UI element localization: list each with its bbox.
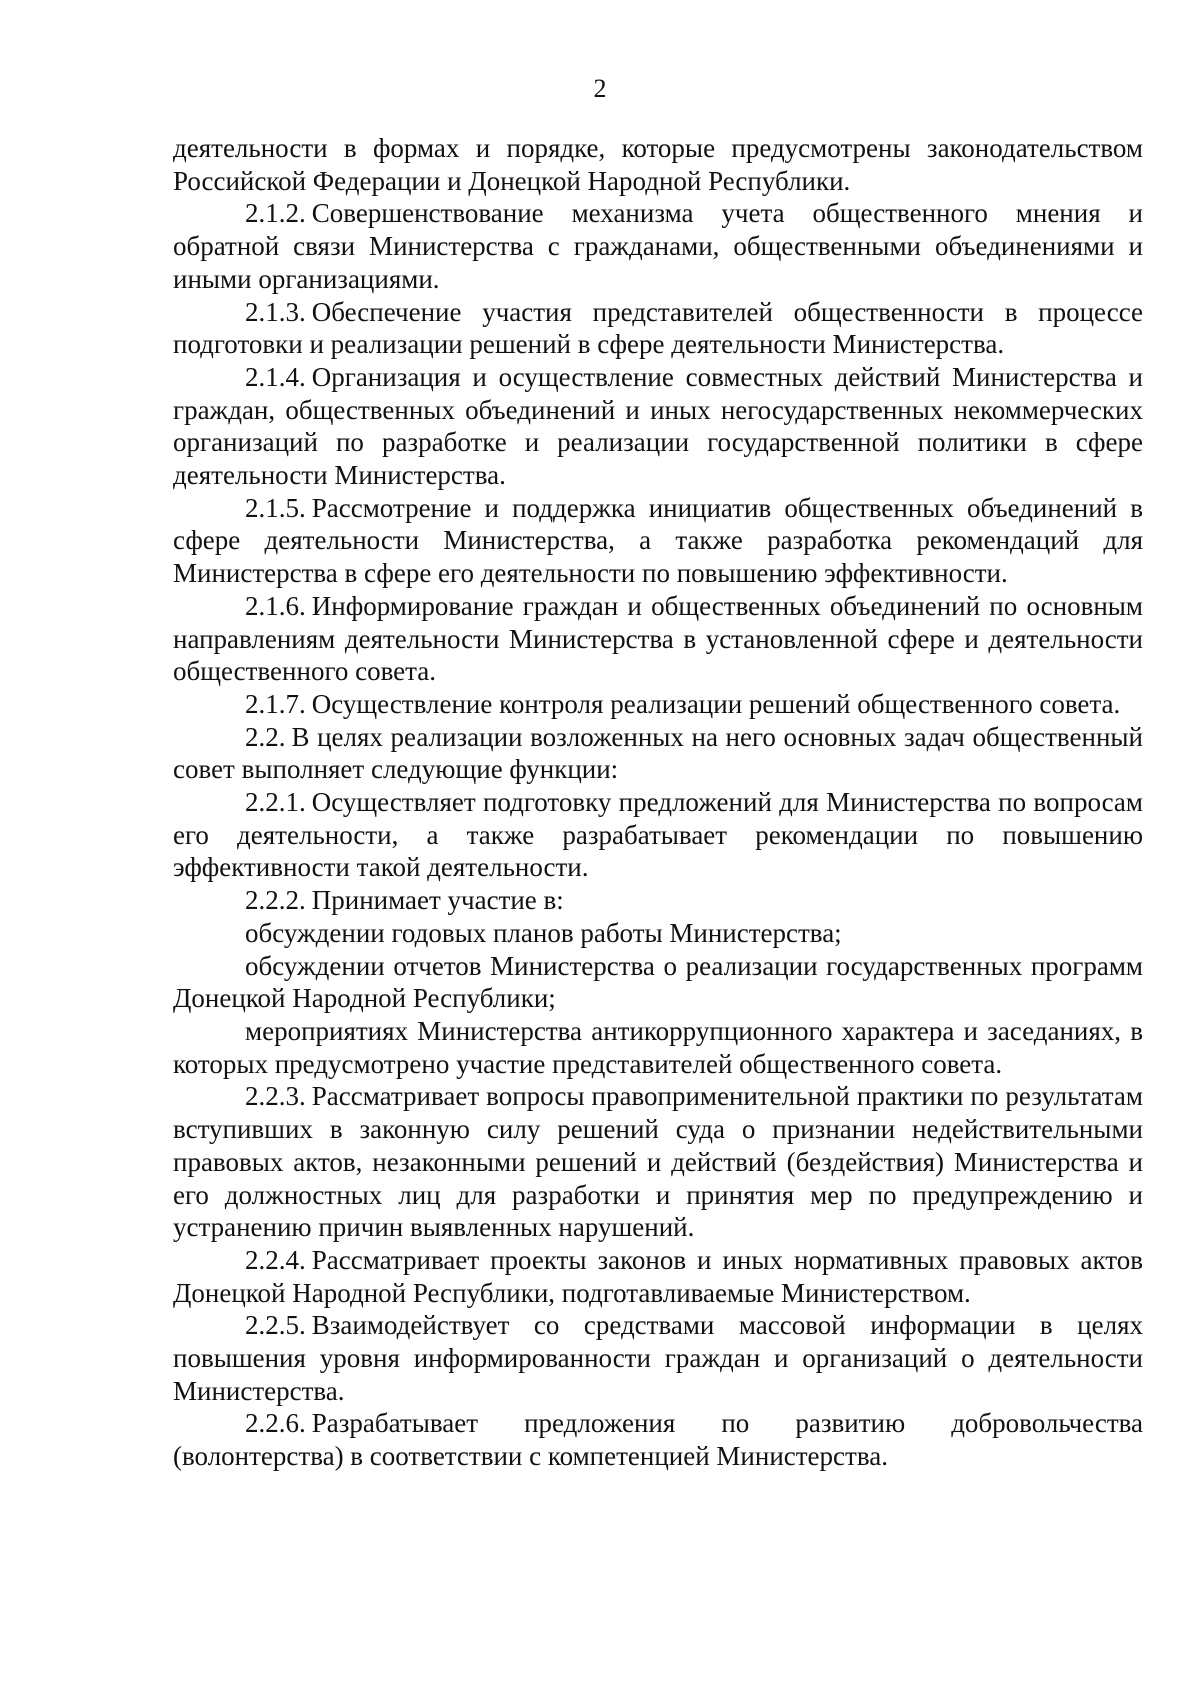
paragraph [173, 884, 1143, 917]
clause-number: 2.1.2. [245, 198, 306, 229]
paragraph [173, 917, 1143, 950]
paragraph-text: обсуждении годовых планов работы Министерства; [245, 917, 842, 948]
paragraph [173, 296, 1143, 361]
paragraph-text: Организация и осуществление совместных действий Министерства и граждан, общественных объединений и иных негосударственных некоммерческих организаций по разработке и реализации государственной политики в сфере деятельности Министерства. [173, 361, 1143, 491]
clause-number: 2.1.6. [245, 590, 306, 621]
clause-number: 2.2.1. [245, 787, 306, 818]
paragraph-text: мероприятиях Министерства антикоррупционного характера и заседаниях, в которых предусмотрено участие представителей общественного совета. [173, 1015, 1143, 1079]
paragraph [173, 1080, 1143, 1244]
paragraph-text: Осуществление контроля реализации решений общественного совета. [311, 688, 1121, 719]
clause-number: 2.1.7. [245, 688, 306, 719]
clause-number: 2.2.2. [245, 885, 306, 916]
clause-number: 2.2.5. [245, 1310, 306, 1341]
paragraph [173, 492, 1143, 590]
paragraph [173, 1407, 1143, 1472]
paragraph [173, 361, 1143, 492]
paragraph-text: Совершенствование механизма учета общественного мнения и обратной связи Министерства с гражданами, общественными объединениями и иными организациями. [173, 198, 1143, 294]
document-body [173, 132, 1143, 1473]
paragraph-text: Рассматривает проекты законов и иных нормативных правовых актов Донецкой Народной Республики, подготавливаемые Министерством. [173, 1244, 1143, 1308]
paragraph-text: Информирование граждан и общественных объединений по основным направлениям деятельности Министерства в установленной сфере и деятельности общественного совета. [173, 590, 1143, 687]
paragraph [173, 1015, 1143, 1080]
paragraph-text: Обеспечение участия представителей общественности в процессе подготовки и реализации решений в сфере деятельности Министерства. [173, 296, 1143, 360]
paragraph-text: Принимает участие в: [311, 885, 564, 916]
paragraph-text: Разрабатывает предложения по развитию добровольчества (волонтерства) в соответствии с компетенцией Министерства. [173, 1408, 1143, 1472]
paragraph-text: Осуществляет подготовку предложений для Министерства по вопросам его деятельности, а также разрабатывает рекомендации по повышению эффективности такой деятельности. [173, 787, 1143, 883]
paragraph [173, 721, 1143, 786]
clause-number: 2.1.4. [245, 361, 306, 392]
paragraph [173, 1309, 1143, 1407]
clause-number: 2.2. [245, 721, 286, 752]
clause-number: 2.1.3. [245, 296, 306, 327]
paragraph [173, 786, 1143, 884]
clause-number: 2.2.6. [245, 1408, 306, 1439]
paragraph [173, 590, 1143, 688]
clause-number: 2.2.4. [245, 1244, 306, 1275]
paragraph-text: В целях реализации возложенных на него основных задач общественный совет выполняет следующие функции: [173, 721, 1143, 785]
paragraph-text: Рассмотрение и поддержка инициатив общественных объединений в сфере деятельности Министерства, а также разработка рекомендаций для Министерства в сфере его деятельности по повышению эффективности. [173, 492, 1143, 589]
paragraph-text: Взаимодействует со средствами массовой информации в целях повышения уровня информированности граждан и организаций о деятельности Министерства. [173, 1310, 1143, 1406]
paragraph-text: обсуждении отчетов Министерства о реализации государственных программ Донецкой Народной Республики; [173, 950, 1143, 1014]
paragraph-text: деятельности в формах и порядке, которые предусмотрены законодательством Российской Федерации и Донецкой Народной Республики. [173, 133, 1143, 196]
paragraph [173, 688, 1143, 721]
page-number: 2 [593, 74, 607, 103]
paragraph [173, 132, 1143, 197]
paragraph-text: Рассматривает вопросы правоприменительной практики по результатам вступивших в законную силу решений суда о признании недействительными правовых актов, незаконными решений и действий (бездействия) Министерства и его должностных лиц для разработки и принятия мер по предупреждению и устранению причин выявленных нарушений. [173, 1081, 1143, 1243]
paragraph [173, 1244, 1143, 1309]
paragraph [173, 197, 1143, 295]
clause-number: 2.1.5. [245, 492, 306, 523]
paragraph [173, 950, 1143, 1015]
clause-number: 2.2.3. [245, 1081, 306, 1112]
